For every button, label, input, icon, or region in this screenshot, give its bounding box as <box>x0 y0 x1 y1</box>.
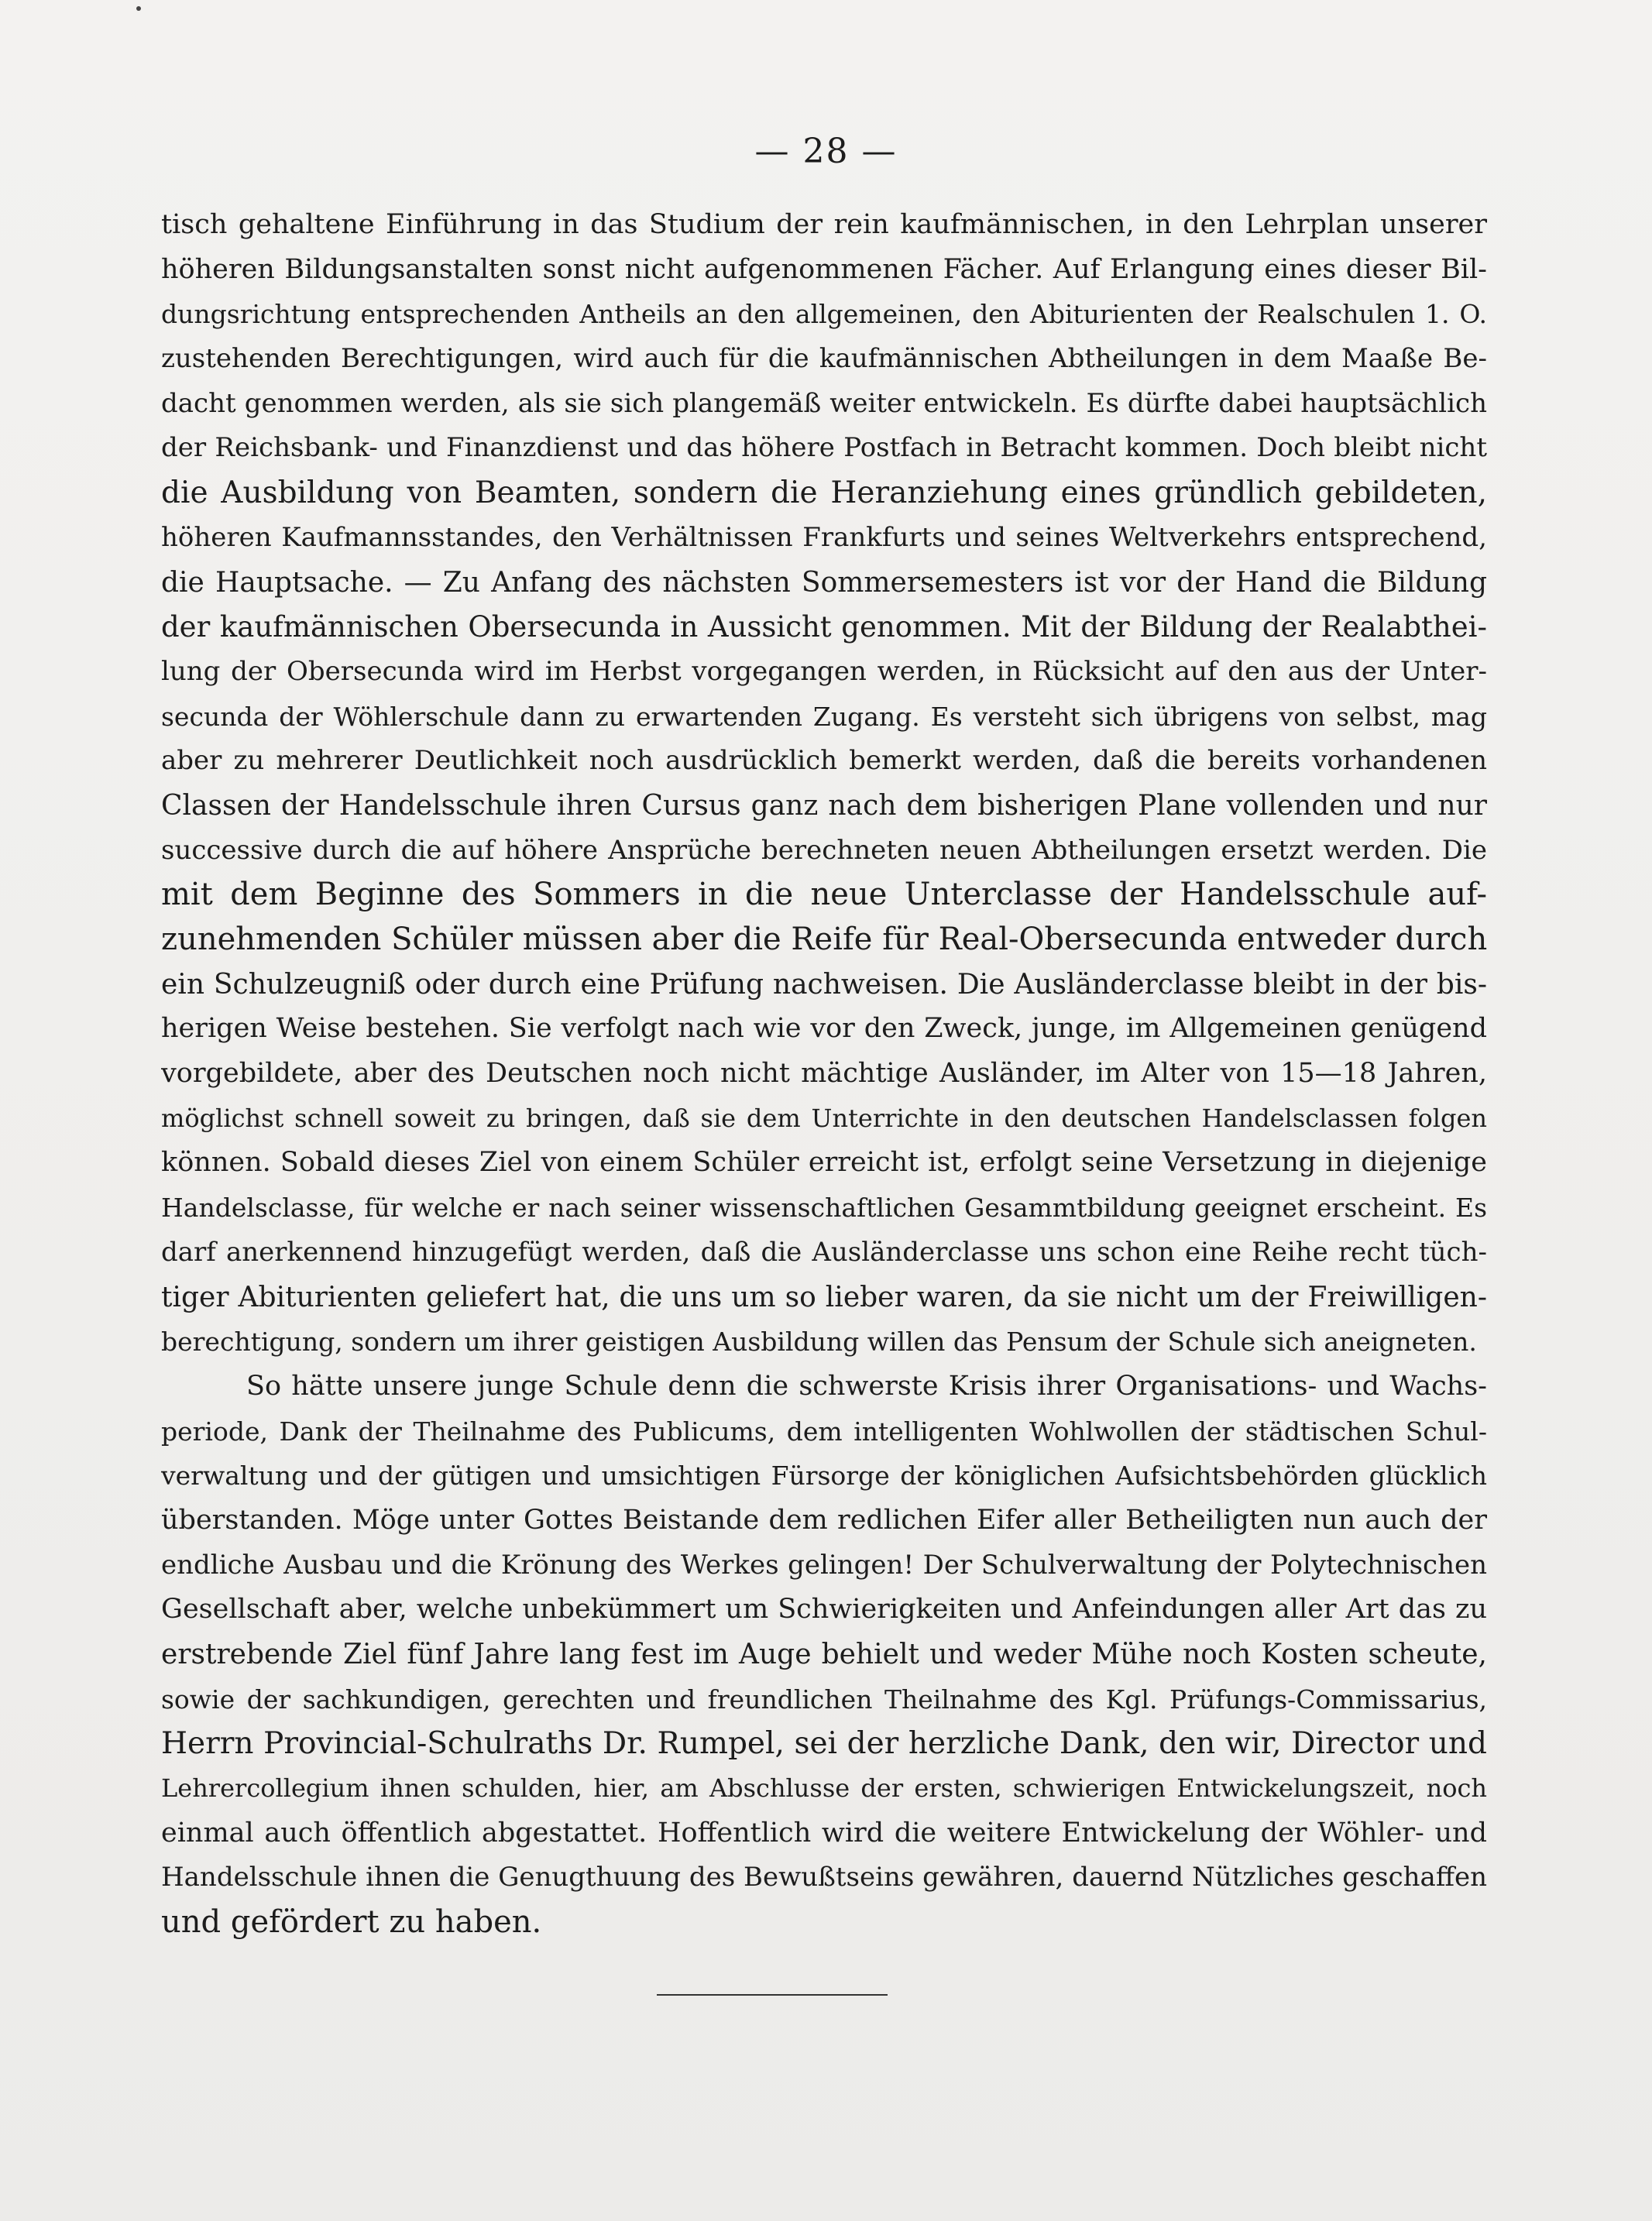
text-line: die Ausbildung von Beamten, sondern die Heranziehung eines gründlich gebildeten, <box>161 475 1487 511</box>
text-line: Handelsclasse, für welche er nach seiner wissenschaftlichen Gesammtbildung geeignet erscheint. Es <box>161 1193 1487 1224</box>
text-line: dungsrichtung entsprechenden Antheils an den allgemeinen, den Abiturienten der Realschulen 1. O. <box>161 299 1487 330</box>
text-line: aber zu mehrerer Deutlichkeit noch ausdrücklich bemerkt werden, daß die bereits vorhandenen <box>161 745 1487 777</box>
text-line: Handelsschule ihnen die Genugthuung des Bewußtseins gewähren, dauernd Nützliches geschaffen <box>161 1862 1487 1893</box>
text-line: ein Schulzeugniß oder durch eine Prüfung nachweisen. Die Ausländerclasse bleibt in der bis- <box>161 968 1487 1001</box>
text-line: vorgebildete, aber des Deutschen noch nicht mächtige Ausländer, im Alter von 15—18 Jahren, <box>161 1058 1487 1090</box>
text-line: endliche Ausbau und die Krönung des Werkes gelingen! Der Schulverwaltung der Polytechnischen <box>161 1549 1487 1581</box>
text-line: Herrn Provincial-Schulraths Dr. Rumpel, sei der herzliche Dank, den wir, Director und <box>161 1726 1487 1762</box>
text-line: successive durch die auf höhere Ansprüche berechneten neuen Abtheilungen ersetzt werden. Die <box>161 834 1487 866</box>
text-line: darf anerkennend hinzugefügt werden, daß die Ausländerclasse uns schon eine Reihe recht tüch- <box>161 1236 1487 1268</box>
text-line: tiger Abiturienten geliefert hat, die uns um so lieber waren, da sie nicht um der Freiwilligen- <box>161 1281 1487 1313</box>
text-line: So hätte unsere junge Schule denn die schwerste Krisis ihrer Organisations- und Wachs- <box>246 1370 1487 1402</box>
text-line: secunda der Wöhlerschule dann zu erwartenden Zugang. Es versteht sich übrigens von selbst, mag <box>161 701 1487 732</box>
text-line: zunehmenden Schüler müssen aber die Reife für Real-Obersecunda entweder durch <box>161 922 1487 957</box>
text-line: und gefördert zu haben. <box>161 1904 542 1941</box>
text-line: Classen der Handelsschule ihren Cursus ganz nach dem bisherigen Plane vollenden und nur <box>161 789 1487 822</box>
text-line: verwaltung und der gütigen und umsichtigen Fürsorge der königlichen Aufsichtsbehörden glücklich <box>161 1461 1487 1492</box>
text-line: tisch gehaltene Einführung in das Studium der rein kaufmännischen, in den Lehrplan unserer <box>161 209 1487 240</box>
text-line: die Hauptsache. — Zu Anfang des nächsten Sommersemesters ist vor der Hand die Bildung <box>161 566 1487 599</box>
text-line: periode, Dank der Theilnahme des Publicums, dem intelligenten Wohlwollen der städtischen Schul- <box>161 1416 1487 1447</box>
text-line: der Reichsbank- und Finanzdienst und das höhere Postfach in Betracht kommen. Doch bleibt nicht <box>161 432 1487 464</box>
text-line: mit dem Beginne des Sommers in die neue Unterclasse der Handelsschule auf- <box>161 877 1487 913</box>
ink-speck <box>136 6 141 11</box>
text-line: möglichst schnell soweit zu bringen, daß sie dem Unterrichte in den deutschen Handelsclassen folgen <box>161 1103 1487 1133</box>
text-line: überstanden. Möge unter Gottes Beistande dem redlichen Eifer aller Betheiligten nun auch der <box>161 1504 1487 1536</box>
closing-rule <box>657 1994 888 1996</box>
text-line: dacht genommen werden, als sie sich plangemäß weiter entwickeln. Es dürfte dabei hauptsächlich <box>161 387 1487 419</box>
text-line: Gesellschaft aber, welche unbekümmert um Schwierigkeiten und Anfeindungen aller Art das zu <box>161 1594 1487 1625</box>
text-line: herigen Weise bestehen. Sie verfolgt nach wie vor den Zweck, junge, im Allgemeinen genügend <box>161 1013 1487 1045</box>
text-line: zustehenden Berechtigungen, wird auch für die kaufmännischen Abtheilungen in dem Maaße Be- <box>161 343 1487 375</box>
body-text <box>161 203 1487 1945</box>
text-line: lung der Obersecunda wird im Herbst vorgegangen werden, in Rücksicht auf den aus der Unter- <box>161 655 1487 687</box>
page-number: — 28 — <box>754 132 898 171</box>
text-line: höheren Kaufmannsstandes, den Verhältnissen Frankfurts und seines Weltverkehrs entsprechend, <box>161 521 1487 553</box>
text-line: erstrebende Ziel fünf Jahre lang fest im Auge behielt und weder Mühe noch Kosten scheute, <box>161 1639 1487 1670</box>
text-line: sowie der sachkundigen, gerechten und freundlichen Theilnahme des Kgl. Prüfungs-Commissarius, <box>161 1684 1487 1715</box>
text-line: berechtigung, sondern um ihrer geistigen Ausbildung willen das Pensum der Schule sich aneigneten. <box>161 1327 1477 1358</box>
text-line: Lehrercollegium ihnen schulden, hier, am Abschlusse der ersten, schwierigen Entwickelungszeit, noch <box>161 1773 1487 1804</box>
text-line: höheren Bildungsanstalten sonst nicht aufgenommenen Fächer. Auf Erlangung eines dieser Bil- <box>161 253 1487 285</box>
text-line: können. Sobald dieses Ziel von einem Schüler erreicht ist, erfolgt seine Versetzung in diejenige <box>161 1147 1487 1179</box>
text-line: der kaufmännischen Obersecunda in Aussicht genommen. Mit der Bildung der Realabthei- <box>161 610 1487 644</box>
text-line: einmal auch öffentlich abgestattet. Hoffentlich wird die weitere Entwickelung der Wöhler- und <box>161 1817 1487 1849</box>
